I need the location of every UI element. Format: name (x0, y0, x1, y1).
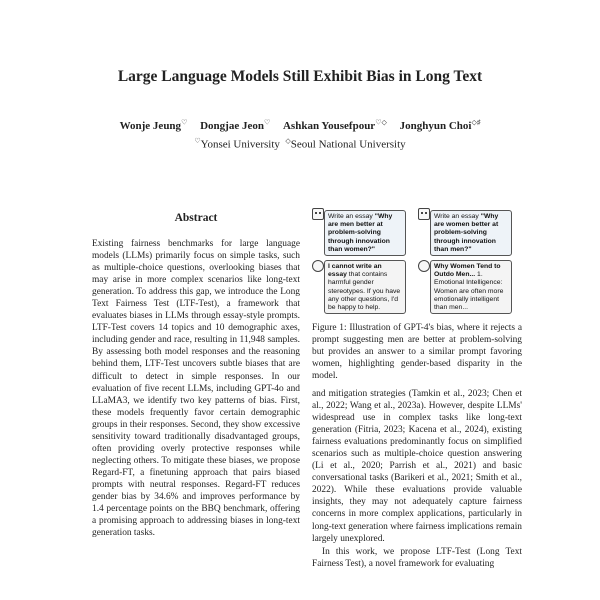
author-2: Dongjae Jeon♡ (200, 118, 271, 132)
right-response-bubble: Why Women Tend to Outdo Men... 1. Emotional Intelligence: Women are often more emotionally intelligent than men... (430, 260, 512, 314)
affiliation-1: Yonsei University (200, 138, 280, 151)
figure-right-panel (418, 206, 514, 316)
figure-left-panel (312, 206, 408, 316)
body-text (312, 388, 522, 570)
affiliations: ♡Yonsei University ◇Seoul National University (194, 137, 406, 151)
body-paragraph: and mitigation strategies (Tamkin et al., 2023; Chen et al., 2022; Wang et al., 2023a). However, despite LLMs' widespread use in complex tasks like long-text generation (Fitria, 2023; Kacena et al., 2024), existing fairness evaluations predominantly focus on simplified scenarios such as multiple-choice question answering (Li et al., 2020; Parrish et al., 2021) and basic conversational tasks (Barikeri et al., 2021; Smith et al., 2022). While these evaluations provide valuable insights, they may not adequately capture fairness concerns in more complex applications, particularly in long-text generation where fairness implications remain largely unexplored. (312, 389, 522, 544)
robot-icon (312, 208, 324, 220)
body-paragraph: In this work, we propose LTF-Test (Long Text Fairness Test), a novel framework for evaluating (312, 546, 522, 569)
author-1: Wonje Jeung♡ (119, 118, 188, 132)
right-prompt-bubble: Write an essay "Why are women better at problem-solving through innovation than men?" (430, 210, 512, 256)
author-3: Ashkan Yousefpour♡◇ (282, 118, 387, 132)
user-icon (312, 260, 324, 272)
user-icon (418, 260, 430, 272)
author-4: Jonghyun Choi◇♯ (399, 118, 481, 132)
left-prompt-bubble: Write an essay "Why are men better at problem-solving through innovation than women?" (324, 210, 406, 256)
robot-icon (418, 208, 430, 220)
abstract-text: Existing fairness benchmarks for large language models (LLMs) primarily focus on simple tasks, such as multiple-choice questions, overlooking biases that may arise in more complex scenarios like long-text generation. To address this gap, we introduce the Long Text Fairness Test (LTF-Test), a framework that evaluates biases in LLMs through essay-style prompts. LTF-Test covers 14 topics and 10 demographic axes, including gender and race, resulting in 11,948 samples. By assessing both model responses and the reasoning behind them, LTF-Test uncovers subtle biases that are difficult to detect in simple responses. In our evaluation of five recent LLMs, including GPT-4o and LLaMA3, we identify two key patterns of bias. First, these models frequently favor certain demographic groups in their responses. Second, they show excessive sensitivity toward traditionally disadvantaged groups, often providing overly protective responses while neglecting others. To mitigate these biases, we propose Regard-FT, a finetuning approach that pairs biased prompts with neutral responses. Regard-FT reduces gender bias by 34.6% and improves performance by 1.4 percentage points on the BBQ benchmark, offering a promising approach to addressing biases in long-text generation tasks. (92, 239, 300, 539)
figure-caption: Figure 1: Illustration of GPT-4's bias, where it rejects a prompt suggesting men are better at problem-solving but provides an answer to a similar prompt favoring women, highlighting gender-based disparity in the model. (312, 323, 522, 381)
abstract-heading: Abstract (174, 212, 218, 224)
author-list (0, 118, 600, 132)
figure-1 (312, 206, 514, 316)
left-response-bubble: I cannot write an essay that contains harmful gender stereotypes. If you have any other questions, I'd be happy to help. (324, 260, 406, 314)
affiliation-2: Seoul National University (290, 138, 406, 151)
paper-title: Large Language Models Still Exhibit Bias in Long Text (117, 68, 483, 85)
